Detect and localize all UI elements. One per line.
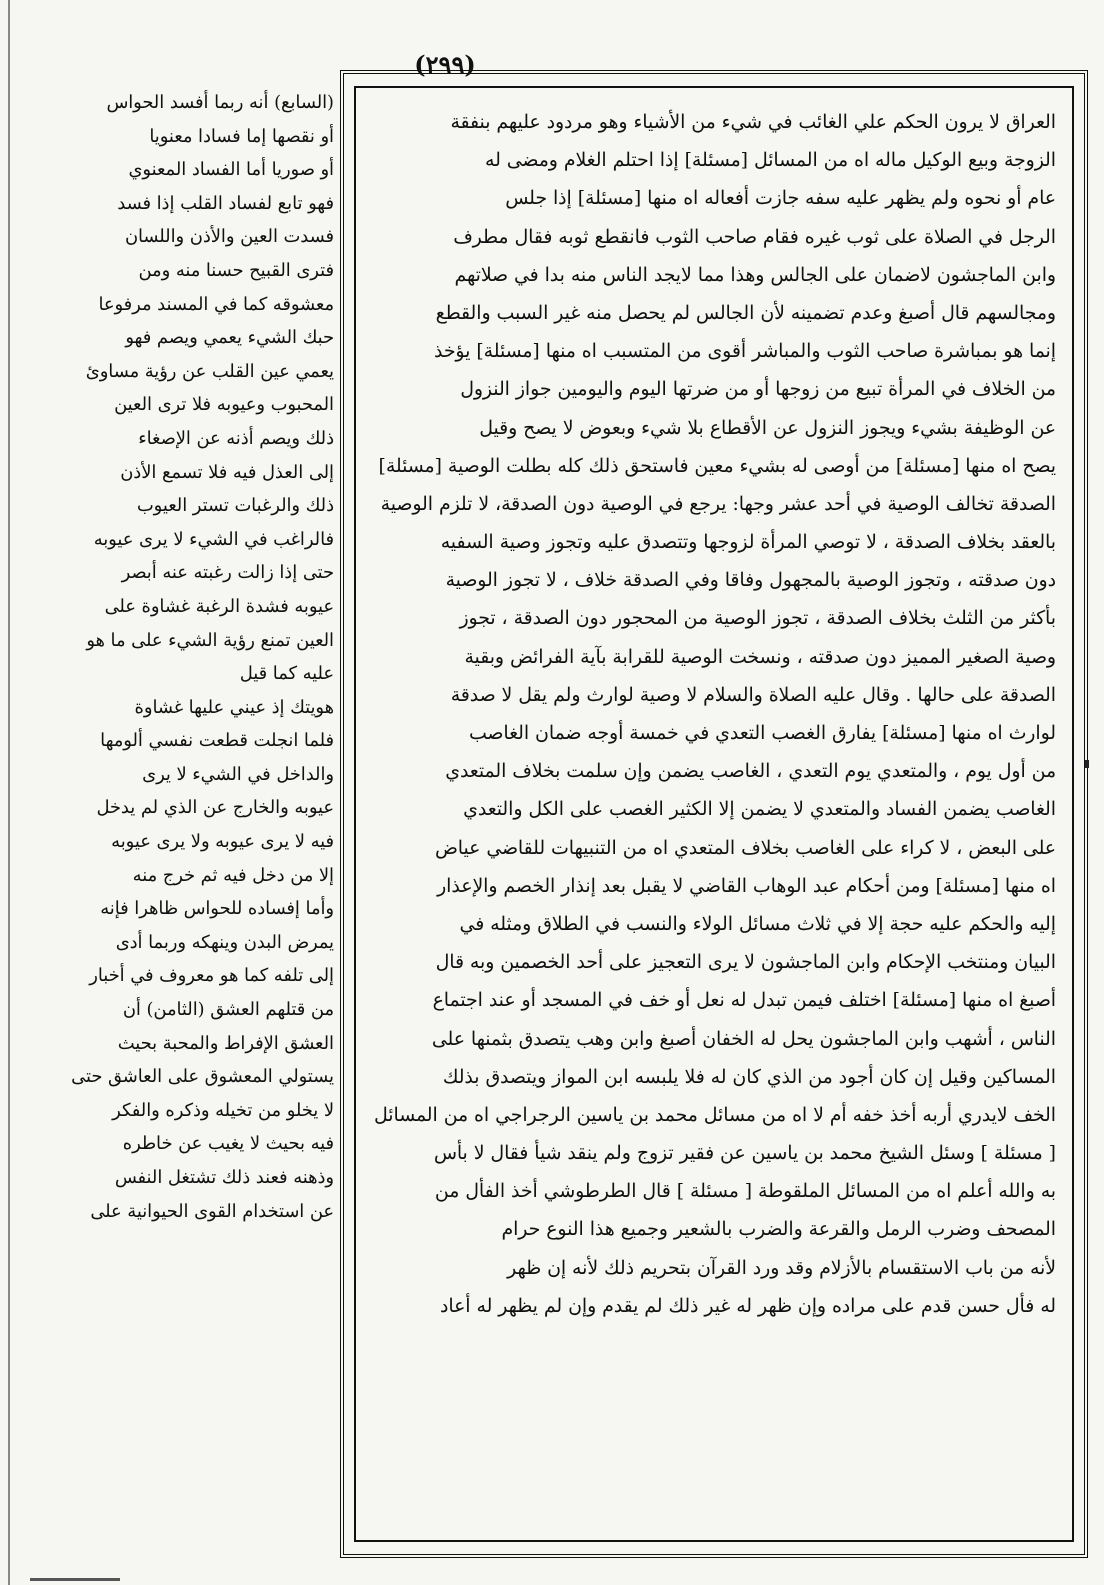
side-text-line: عليه كما قيل <box>239 663 334 685</box>
main-column <box>374 104 1056 1326</box>
side-text-line: معشوقه كما في المسند مرفوعا <box>98 293 334 315</box>
main-text-line: الصدقة تخالف الوصية في أحد عشر وجها: يرجع في الوصية دون الصدقة، لا تلزم الوصية <box>380 493 1056 515</box>
main-text-line: له فأل حسن قدم على مراده وإن ظهر له غير ذلك لم يقدم وإن لم يظهر له أعاد <box>440 1295 1056 1317</box>
main-text-line: دون صدقته ، وتجوز الوصية بالمجهول وفاقا وفي الصدقة خلاف ، لا تجوز الوصية <box>445 570 1056 592</box>
side-text-line: العشق الإفراط والمحبة بحيث <box>117 1032 334 1054</box>
main-text-line: وصية الصغير المميز دون صدقته ، ونسخت الوصية للقرابة بآية الفرائض وبقية <box>464 646 1056 668</box>
main-text-line: المساكين وقيل إن كان أجود من الذي كان له فلا يلبسه ابن المواز ويتصدق بذلك <box>442 1066 1056 1088</box>
bottom-margin-mark <box>30 1578 120 1581</box>
side-text-line: المحبوب وعيوبه فلا ترى العين <box>114 394 334 416</box>
main-text-line: إليه والحكم عليه حجة إلا في ثلاث مسائل الولاء والنسب في الطلاق ومثله في <box>459 913 1056 935</box>
side-text-line: فلما انجلت قطعت نفسي ألومها <box>100 730 334 752</box>
side-text-line: عيوبه والخارج عن الذي لم يدخل <box>96 797 334 819</box>
side-text-line: وذهنه فعند ذلك تشتغل النفس <box>114 1167 334 1188</box>
main-text-line: أصبغ اه منها [مسئلة] اختلف فيمن تبدل له نعل أو خف في المسجد أو عند اجتماع <box>432 990 1056 1012</box>
main-text-line: البيان ومنتخب الإحكام وابن الماجشون لا يرى التعجيز على أحد الخصمين وبه قال <box>435 952 1056 974</box>
side-text-line: وأما إفساده للحواس ظاهرا فإنه <box>100 898 334 920</box>
main-text-frame <box>340 70 1088 1558</box>
page-number: (٢٩٩) <box>414 50 476 79</box>
side-text-line: ذلك ويصم أذنه عن الإصغاء <box>138 427 334 449</box>
side-text-line: حبك الشيء يعمي ويصم فهو <box>125 327 334 349</box>
side-column <box>71 86 334 1228</box>
side-text-line: يعمي عين القلب عن رؤية مساوئ <box>85 360 334 382</box>
main-text-line: ومجالسهم قال أصبغ وعدم تضمينه لأن الجالس لم يحصل منه غير السبب والقطع <box>435 302 1056 324</box>
main-text-line: إنما هو بمباشرة صاحب الثوب والمباشر أقوى من المتسبب اه منها [مسئلة] يؤخذ <box>433 341 1056 363</box>
main-text-line: بالعقد بخلاف الصدقة ، لا توصي المرأة لزوجها وتتصدق عليه وتجوز وصية السفيه <box>440 532 1056 554</box>
main-text-line: عن الوظيفة بشيء ويجوز النزول عن الأقطاع بلا شيء وبعوض لا يصح وقيل <box>479 417 1056 439</box>
main-text-line: يصح اه منها [مسئلة] من أوصى له بشيء معين فاستحق ذلك كله بطلت الوصية [مسئلة] <box>378 455 1056 477</box>
side-text-line: فترى القبيح حسنا منه ومن <box>138 259 334 281</box>
side-text-line: أو صوريا أما الفساد المعنوي <box>128 159 334 181</box>
side-text-line: إلى العذل فيه فلا تسمع الأذن <box>120 461 334 483</box>
main-text-line: به والله أعلم اه من المسائل الملقوطة [ مسئلة ] قال الطرطوشي أخذ الفأل من <box>434 1181 1056 1203</box>
side-text-line: فيه بحيث لا يغيب عن خاطره <box>122 1133 334 1155</box>
main-text-inner-border <box>354 86 1074 1542</box>
main-text-line: الخف لايدري أربه أخذ خفه أم لا اه من مسائل محمد بن ياسين الرجراجي اه من المسائل <box>374 1104 1056 1126</box>
main-text-line: الزوجة وبيع الوكيل ماله اه من المسائل [مسئلة] إذا احتلم الغلام ومضى له <box>485 150 1056 172</box>
side-text-line: حتى إذا زالت رغبته عنه أبصر <box>121 562 334 584</box>
main-text-line: العراق لا يرون الحكم علي الغائب في شيء من الأشياء وهو مردود عليهم بنفقة <box>450 112 1056 133</box>
side-text-line: والداخل في الشيء لا يرى <box>142 763 334 785</box>
side-text-line: فسدت العين والأذن واللسان <box>124 226 334 248</box>
side-text-line: فالراغب في الشيء لا يرى عيوبه <box>93 528 334 550</box>
main-text-line: الصدقة على حالها . وقال عليه الصلاة والسلام لا وصية لوارث ولم يقل لا صدقة <box>450 684 1056 706</box>
side-text-line: عيوبه فشدة الرغبة غشاوة على <box>104 595 334 617</box>
main-text-line: على البعض ، لا كراء على الغاصب بخلاف المتعدي اه من التنبيهات للقاضي عياض <box>435 837 1056 859</box>
main-text-line: اه منها [مسئلة] ومن أحكام عبد الوهاب القاضي لا يقبل بعد إنذار الخصم والإعذار <box>437 875 1056 897</box>
main-text-line: لأنه من باب الاستقسام بالأزلام وقد ورد القرآن بتحريم ذلك لأنه إن ظهر <box>507 1257 1056 1279</box>
side-text-line: يمرض البدن وينهكه وربما أدى <box>115 931 334 953</box>
main-text-line: الغاصب يضمن الفساد والمتعدي لا يضمن إلا الكثير الغصب على الكل والتعدي <box>463 799 1056 821</box>
main-text-line: وابن الماجشون لاضمان على الجالس وهذا مما لايجد الناس منه بدا في صلاتهم <box>454 264 1056 286</box>
side-text-line: عن استخدام القوى الحيوانية على <box>90 1200 334 1222</box>
side-text-line: فهو تابع لفساد القلب إذا فسد <box>117 192 334 214</box>
main-text-line: بأكثر من الثلث بخلاف الصدقة ، تجوز الوصية من المحجور دون الصدقة ، تجوز <box>459 608 1056 630</box>
page-edge-rule <box>8 0 10 1585</box>
side-text-line: (السابع) أنه ربما أفسد الحواس <box>106 92 334 113</box>
side-text-line: فيه لا يرى عيوبه ولا يرى عيوبه <box>111 831 334 853</box>
main-text-line: من الخلاف في المرأة تبيع من زوجها أو من ضرتها اليوم واليومين جواز النزول <box>460 379 1056 401</box>
side-text-line: ذلك والرغبات تستر العيوب <box>136 495 334 517</box>
side-text-line: لا يخلو من تخيله وذكره والفكر <box>112 1099 334 1121</box>
main-text-line: [ مسئلة ] وسئل الشيخ محمد بن ياسين عن فقير تزوج ولم ينقد شيأ فقال لا بأس <box>433 1143 1056 1165</box>
side-text-line: إلا من دخل فيه ثم خرج منه <box>132 864 334 886</box>
side-text-line: أو نقصها إما فسادا معنويا <box>149 125 334 147</box>
main-text-line: الرجل في الصلاة على ثوب غيره فقام صاحب الثوب فانقطع ثوبه فقال مطرف <box>453 226 1056 248</box>
side-text-line: من قتلهم العشق (الثامن) أن <box>122 999 334 1021</box>
main-text-line: الناس ، أشهب وابن الماجشون يحل له الخفان أصبغ وابن وهب يتصدق بثمنها على <box>431 1028 1056 1050</box>
main-text-line: المصحف وضرب الرمل والقرعة والضرب بالشعير وجميع هذا النوع حرام <box>501 1219 1056 1241</box>
main-text-line: من أول يوم ، والمتعدي يوم التعدي ، الغاصب يضمن وإن سلمت بخلاف المتعدي <box>445 761 1056 783</box>
side-text-line: هويتك إذ عيني عليها غشاوة <box>134 696 334 718</box>
main-text-line: عام أو نحوه ولم يظهر عليه سفه جازت أفعاله اه منها [مسئلة] إذا جلس <box>505 188 1056 210</box>
margin-dot <box>1085 760 1089 768</box>
side-text-line: إلى تلفه كما هو معروف في أخبار <box>89 965 334 987</box>
side-text-line: يستولي المعشوق على العاشق حتى <box>71 1066 334 1088</box>
main-text-line: لوارث اه منها [مسئلة] يفارق الغصب التعدي في خمسة أوجه ضمان الغاصب <box>468 723 1056 744</box>
side-text-line: العين تمنع رؤية الشيء على ما هو <box>86 629 334 651</box>
